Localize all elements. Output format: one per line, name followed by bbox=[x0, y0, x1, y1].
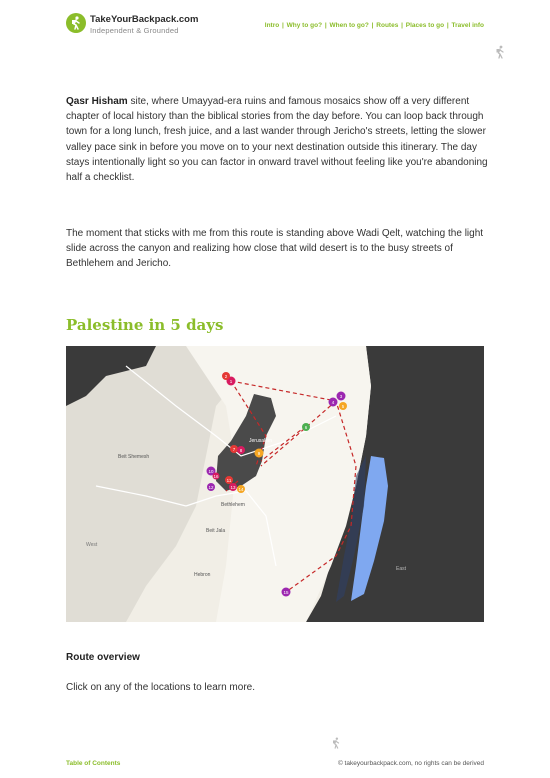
svg-text:7: 7 bbox=[232, 447, 236, 452]
map-marker[interactable] bbox=[302, 423, 310, 431]
map-marker[interactable] bbox=[337, 392, 346, 401]
map-marker[interactable] bbox=[255, 449, 264, 458]
svg-text:3: 3 bbox=[339, 394, 343, 399]
nav-separator: | bbox=[323, 22, 329, 29]
nav-separator: | bbox=[399, 22, 405, 29]
nav-why-to-go[interactable]: Why to go? bbox=[286, 22, 323, 29]
label-west: West bbox=[86, 542, 98, 548]
map-marker[interactable] bbox=[207, 483, 215, 491]
brand-tagline: Independent & Grounded bbox=[90, 26, 179, 35]
top-navigation bbox=[265, 22, 484, 29]
route-overview-note: Click on any of the locations to learn more. bbox=[66, 682, 255, 693]
nav-separator: | bbox=[280, 22, 286, 29]
svg-text:14: 14 bbox=[238, 487, 244, 492]
svg-text:5: 5 bbox=[341, 404, 345, 409]
svg-text:4: 4 bbox=[331, 400, 335, 405]
nav-separator: | bbox=[369, 22, 376, 29]
svg-text:15: 15 bbox=[283, 590, 289, 595]
map-marker[interactable] bbox=[329, 398, 338, 407]
hiker-icon bbox=[330, 737, 342, 749]
label-jerusalem: Jerusalem bbox=[249, 438, 273, 444]
label-east: East bbox=[396, 566, 407, 572]
nav-when-to-go[interactable]: When to go? bbox=[329, 22, 369, 29]
section-title: Palestine in 5 days bbox=[66, 316, 224, 334]
nav-places-to-go[interactable]: Places to go bbox=[405, 22, 445, 29]
hiker-icon bbox=[493, 45, 507, 59]
map-marker[interactable] bbox=[237, 485, 245, 493]
map-marker[interactable] bbox=[229, 483, 237, 491]
svg-text:10: 10 bbox=[208, 469, 214, 474]
svg-text:11: 11 bbox=[226, 478, 232, 483]
logo-badge[interactable] bbox=[66, 13, 86, 33]
label-bethlehem: Bethlehem bbox=[221, 502, 245, 508]
map-marker[interactable] bbox=[230, 445, 238, 453]
place-name-qasr-hisham: Qasr Hisham bbox=[66, 96, 128, 107]
route-map[interactable] bbox=[66, 346, 484, 622]
route-overview-heading: Route overview bbox=[66, 652, 140, 663]
label-beit-jala: Beit Jala bbox=[206, 528, 226, 534]
svg-text:8: 8 bbox=[239, 448, 243, 453]
svg-text:9: 9 bbox=[257, 451, 261, 456]
reflection-paragraph: The moment that sticks with me from this route is standing above Wadi Qelt, watching the light slide across the canyon and realizing how close that wild desert is to the busy streets of Bethlehem and Jericho. bbox=[66, 228, 484, 270]
intro-paragraph bbox=[66, 94, 498, 185]
label-beit-shemesh: Beit Shemesh bbox=[118, 454, 150, 460]
copyright-notice: © takeyourbackpack.com, no rights can be derived bbox=[337, 760, 484, 767]
nav-travel-info[interactable]: Travel info bbox=[451, 22, 484, 29]
label-hebron: Hebron bbox=[194, 572, 211, 578]
page-header bbox=[0, 0, 550, 44]
paragraph-text: site, where Umayyad-era ruins and famous mosaics show off a very different chapter of local history than the biblical stories from the day before. You can loop back through town for a long lunch, fresh juice, and a last wander through Jericho's streets, letting the slower valley pace sink in before you move on to your next destination outside this itinerary. The day stays intentionally light so you can factor in onward travel without feeling like you're abandoning half a checklist. bbox=[66, 96, 488, 184]
map-marker[interactable] bbox=[213, 473, 220, 480]
table-of-contents-link[interactable]: Table of Contents bbox=[66, 760, 121, 767]
svg-text:6: 6 bbox=[304, 425, 308, 430]
map-marker[interactable] bbox=[222, 372, 230, 380]
map-marker[interactable] bbox=[225, 476, 233, 484]
brand-name[interactable]: TakeYourBackpack.com bbox=[90, 14, 199, 25]
svg-text:13: 13 bbox=[230, 485, 236, 490]
svg-text:2: 2 bbox=[224, 374, 228, 379]
svg-text:16: 16 bbox=[213, 474, 219, 479]
hiker-logo-icon bbox=[68, 15, 84, 31]
svg-text:12: 12 bbox=[208, 485, 214, 490]
svg-text:1: 1 bbox=[229, 379, 233, 384]
map-marker[interactable] bbox=[339, 402, 347, 410]
nav-intro[interactable]: Intro bbox=[264, 22, 280, 29]
nav-separator: | bbox=[445, 22, 451, 29]
map-marker[interactable] bbox=[282, 588, 291, 597]
nav-routes[interactable]: Routes bbox=[376, 22, 399, 29]
map-marker[interactable] bbox=[237, 446, 245, 454]
